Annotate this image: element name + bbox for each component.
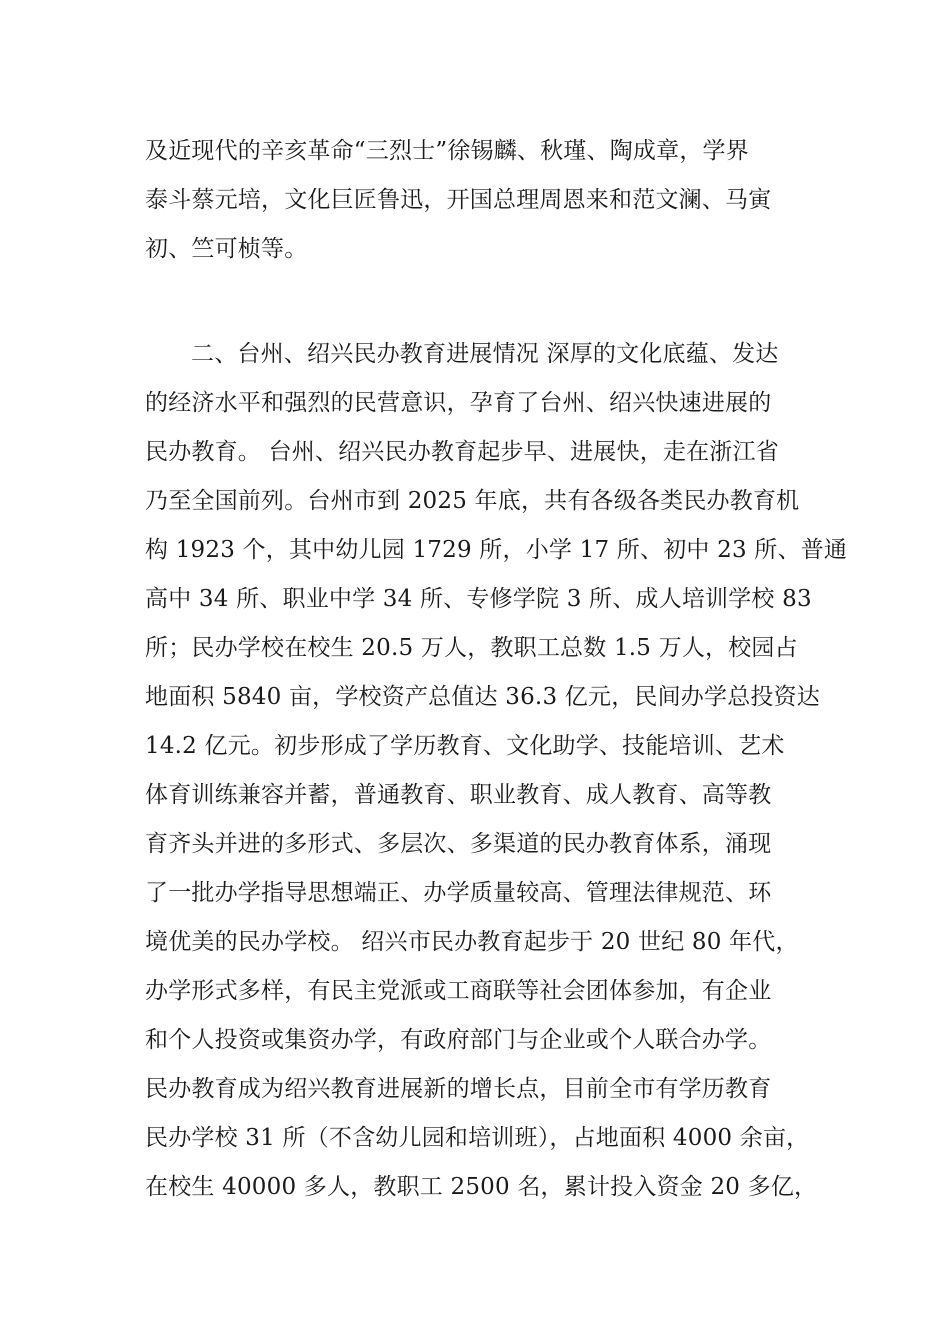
text-line: 办学形式多样，有民主党派或工商联等社会团体参加，有企业 — [145, 978, 772, 1004]
text-line: 乃至全国前列。台州市到 2025 年底，共有各级各类民办教育机 — [145, 488, 800, 514]
text-line: 构 1923 个，其中幼儿园 1729 所，小学 17 所、初中 23 所、普通 — [145, 537, 848, 563]
text-line: 及近现代的辛亥革命“三烈士”徐锡麟、秋瑾、陶成章，学界 — [145, 138, 749, 164]
section-heading-line: 二、台州、绍兴民办教育进展情况 深厚的文化底蕴、发达 — [191, 341, 779, 367]
paragraph-historical-figures — [145, 127, 825, 274]
text-line: 所；民办学校在校生 20.5 万人，教职工总数 1.5 万人，校园占 — [145, 635, 798, 661]
text-line: 民办学校 31 所（不含幼儿园和培训班），占地面积 4000 余亩， — [145, 1125, 810, 1151]
text-line: 和个人投资或集资办学，有政府部门与企业或个人联合办学。 — [145, 1027, 772, 1053]
text-line: 了一批办学指导思想端正、办学质量较高、管理法律规范、环 — [145, 880, 772, 906]
text-line: 14.2 亿元。初步形成了学历教育、文化助学、技能培训、艺术 — [145, 733, 785, 759]
text-line: 民办教育成为绍兴教育进展新的增长点，目前全市有学历教育 — [145, 1076, 772, 1102]
text-line: 初、竺可桢等。 — [145, 236, 308, 262]
text-line: 境优美的民办学校。 绍兴市民办教育起步于 20 世纪 80 年代， — [145, 929, 799, 955]
text-line: 泰斗蔡元培，文化巨匠鲁迅，开国总理周恩来和范文澜、马寅 — [145, 187, 772, 213]
text-line: 体育训练兼容并蓄，普通教育、职业教育、成人教育、高等教 — [145, 782, 772, 808]
text-line: 地面积 5840 亩，学校资产总值达 36.3 亿元，民间办学总投资达 — [145, 684, 820, 710]
text-line: 民办教育。 台州、绍兴民办教育起步早、进展快，走在浙江省 — [145, 439, 779, 465]
paragraph-private-education — [145, 330, 848, 1212]
text-line: 高中 34 所、职业中学 34 所、专修学院 3 所、成人培训学校 83 — [145, 586, 812, 612]
text-line: 育齐头并进的多形式、多层次、多渠道的民办教育体系，涌现 — [145, 831, 772, 857]
text-line: 在校生 40000 多人，教职工 2500 名，累计投入资金 20 多亿， — [145, 1174, 818, 1200]
text-line: 的经济水平和强烈的民营意识，孕育了台州、绍兴快速进展的 — [145, 390, 772, 416]
